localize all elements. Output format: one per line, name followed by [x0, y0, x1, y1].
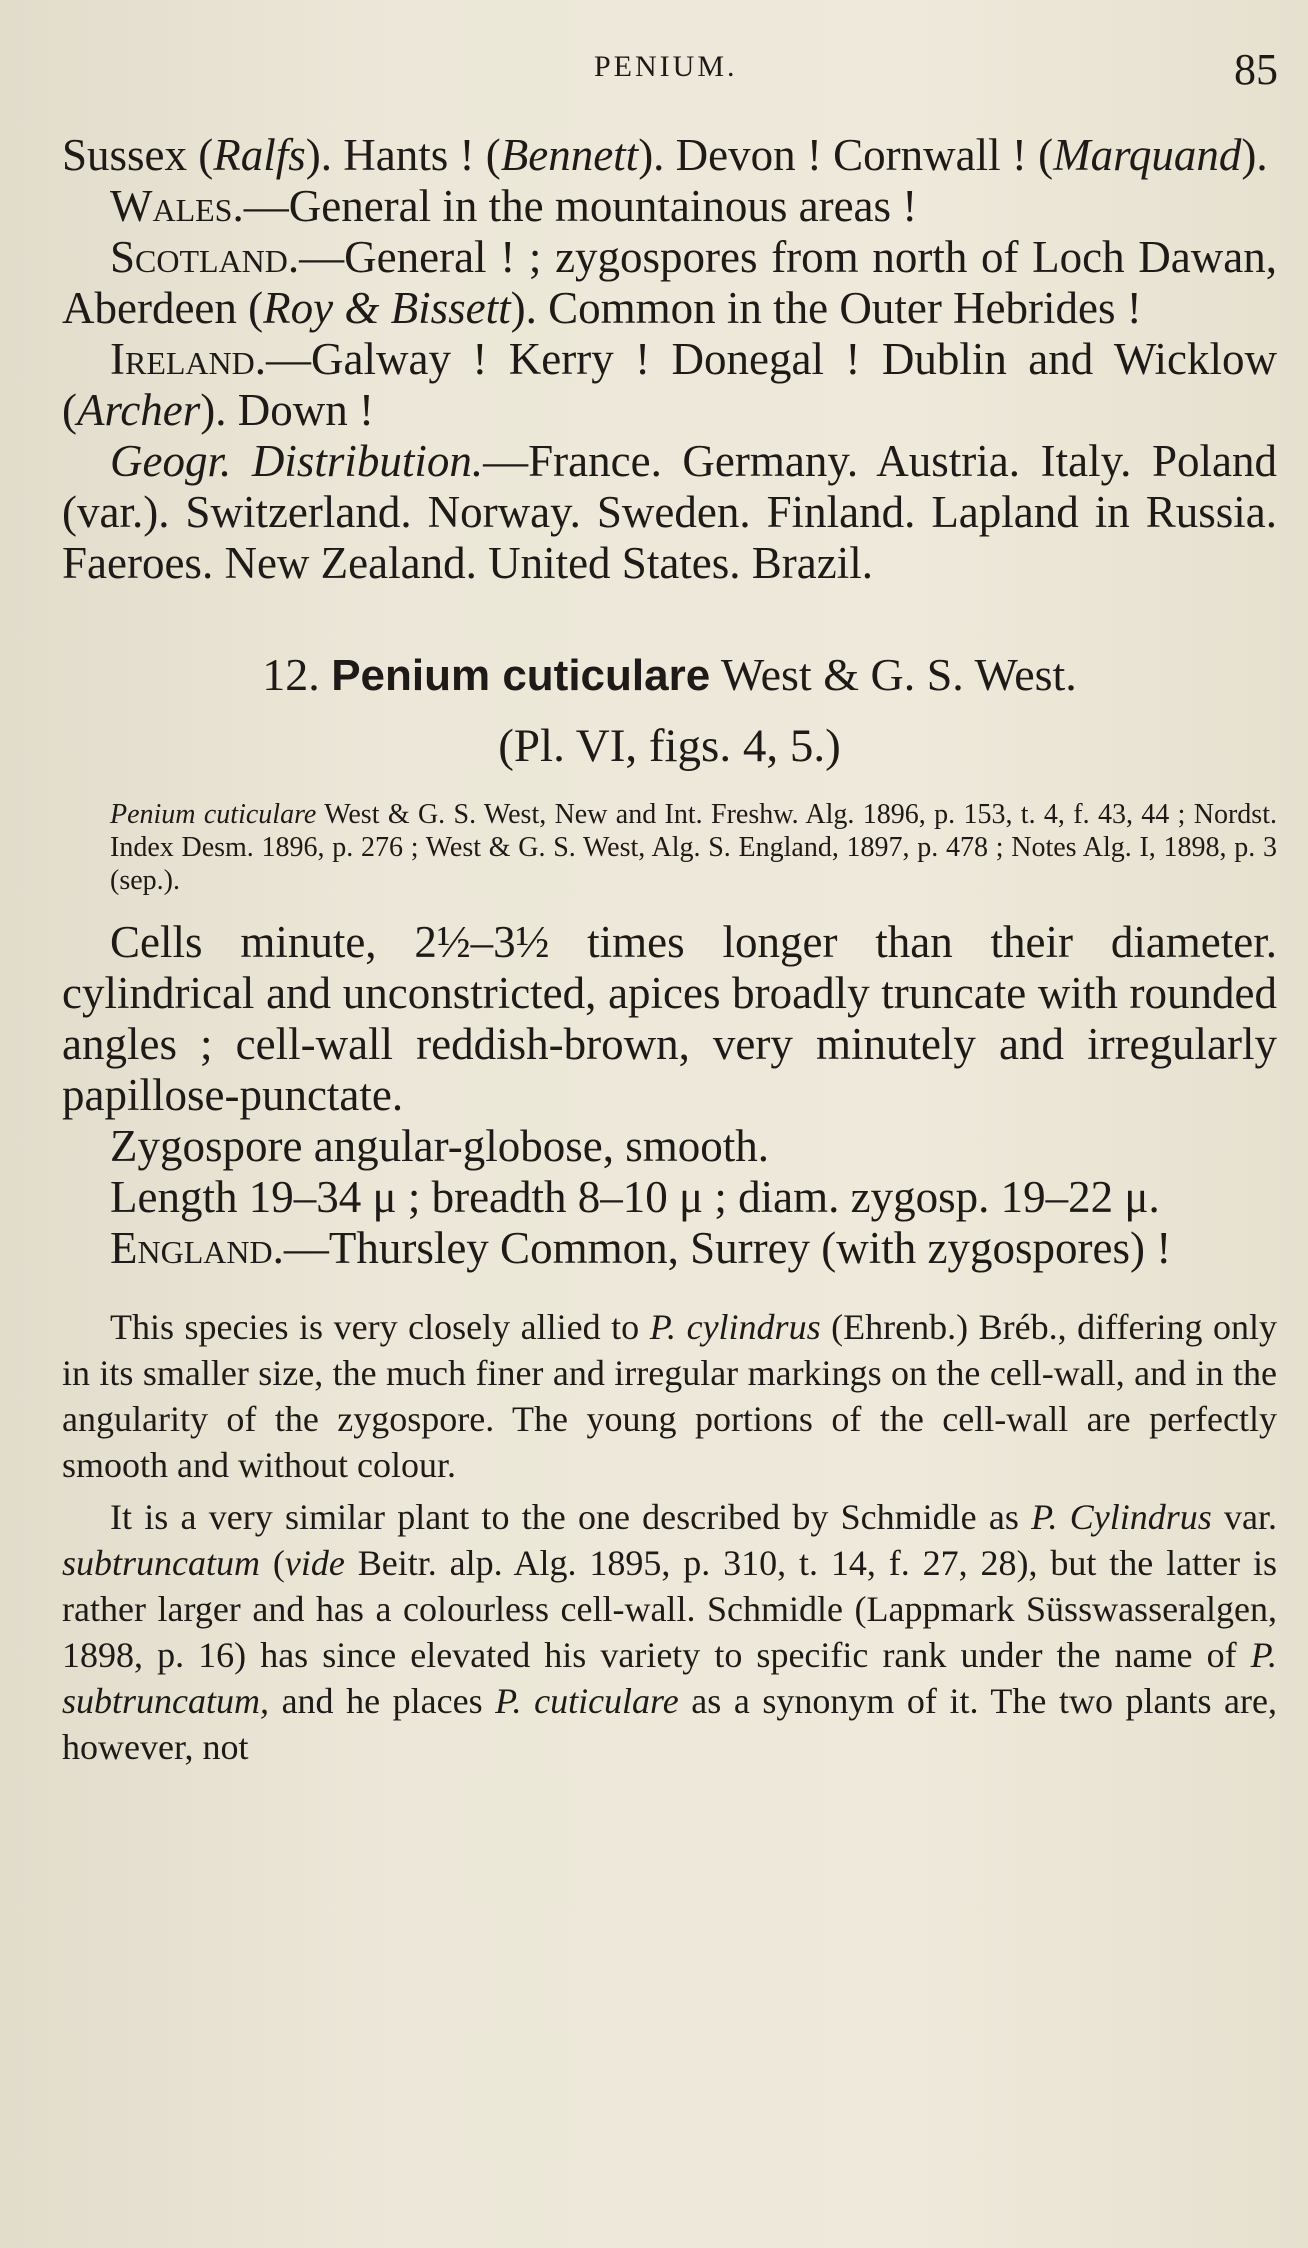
- running-head: PENIUM.: [594, 50, 738, 83]
- synonymy-citation: Penium cuticulare West & G. S. West, New and Int. Freshw. Alg. 1896, p. 153, t. 4, f. 43, 44 ; Nordst. Index Desm. 1896, p. 276 ; West & G. S. West, Alg. S. England, 1897, p. 478 ; Notes Alg. I, 1898, p. 3 (sep.).: [110, 799, 1277, 896]
- wales-distribution: Wales.—General in the mountainous areas !: [110, 181, 918, 231]
- note-paragraph-1: This species is very closely allied to P. cylindrus (Ehrenb.) Bréb., differing only in its smaller size, the much finer and irregular markings on the cell-wall, and in the angularity of the zygospore. The young portions of the cell-wall are perfectly smooth and without colour.: [62, 1307, 1277, 1485]
- ireland-distribution: Ireland.—Galway ! Kerry ! Donegal ! Dublin and Wicklow (Archer). Down !: [62, 334, 1277, 435]
- species-name: Penium cuticulare: [331, 651, 711, 700]
- note-paragraph-2: It is a very similar plant to the one described by Schmidle as P. Cylindrus var. subtruncatum (vide Beitr. alp. Alg. 1895, p. 310, t. 14, f. 27, 28), but the latter is rather larger and has a colourless cell-wall. Schmidle (Lappmark Süsswasseralgen, 1898, p. 16) has since elevated his variety to specific rank under the name of P. subtruncatum, and he places P. cuticulare as a synonym of it. The two plants are, however, not: [62, 1497, 1278, 1767]
- plate-reference: (Pl. VI, figs. 4, 5.): [498, 720, 841, 772]
- page-body: [62, 130, 1277, 1770]
- species-authority: West & G. S. West.: [720, 649, 1077, 700]
- geographic-distribution: Geogr. Distribution.—France. Germany. Austria. Italy. Poland (var.). Switzerland. Norway. Sweden. Finland. Lapland in Russia. Faeroes. New Zealand. United States. Brazil.: [62, 436, 1278, 588]
- zygospore-description: Zygospore angular-globose, smooth.: [110, 1121, 769, 1171]
- cell-description: Cells minute, 2½–3½ times longer than their diameter. cylindrical and unconstricted, apices broadly truncate with rounded angles ; cell-wall reddish-brown, very minutely and irregularly papillose-punctate.: [62, 917, 1277, 1120]
- england-distribution-continued: Sussex (Ralfs). Hants ! (Bennett). Devon ! Cornwall ! (Marquand).: [62, 130, 1268, 180]
- page-header: [0, 44, 1308, 104]
- dimensions: Length 19–34 μ ; breadth 8–10 μ ; diam. zygosp. 19–22 μ.: [110, 1172, 1160, 1222]
- page-number: 85: [1234, 45, 1278, 94]
- england-record: England.—Thursley Common, Surrey (with zygospores) !: [110, 1223, 1172, 1273]
- species-heading: [62, 645, 1277, 706]
- scotland-distribution: Scotland.—General ! ; zygospores from north of Loch Dawan, Aberdeen (Roy & Bissett). Common in the Outer Hebrides !: [62, 232, 1277, 333]
- species-number: 12.: [262, 649, 320, 700]
